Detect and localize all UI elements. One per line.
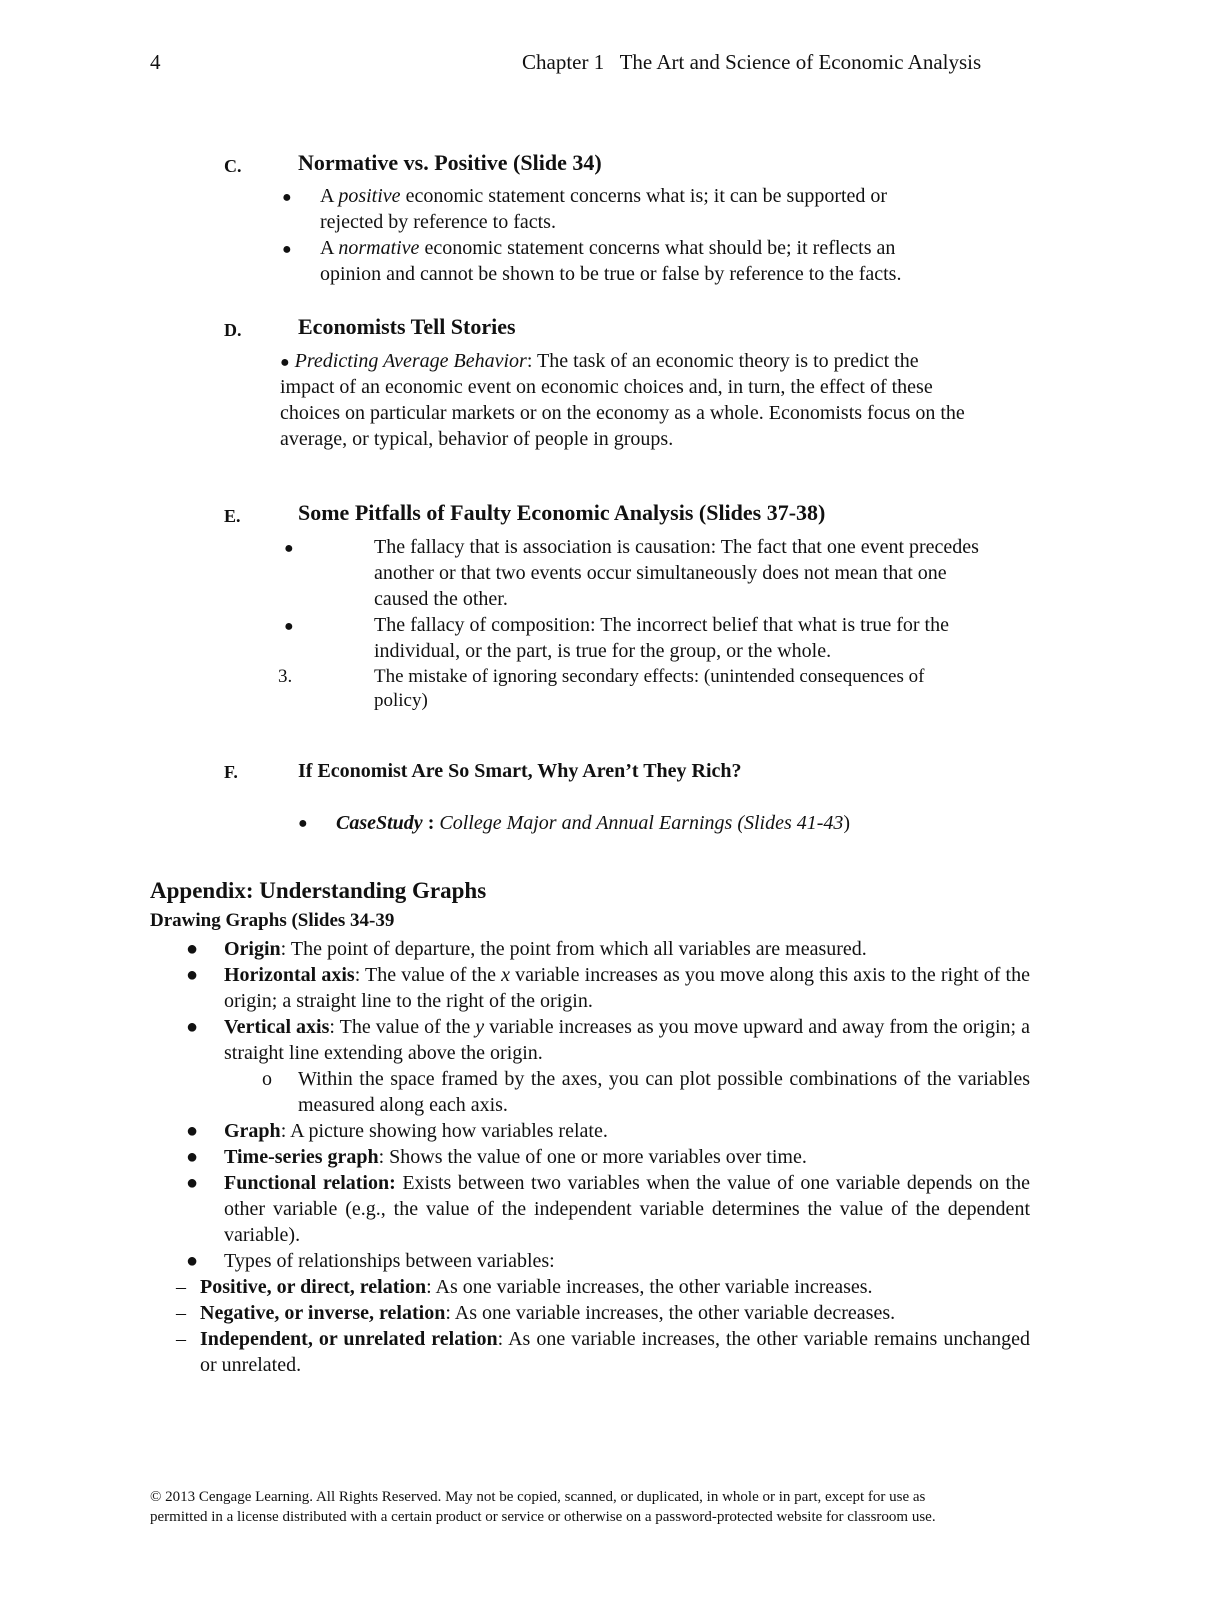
bullet-icon: ● [186, 1172, 199, 1194]
bullet-icon: ● [284, 618, 294, 635]
section-d-letter: D. [224, 320, 242, 340]
appendix-list [150, 936, 1030, 1378]
section-e-item-2-line-2: individual, or the part, is true for the group, or the whole. [374, 640, 832, 662]
section-f-title: If Economist Are So Smart, Why Aren’t They Rich? [298, 760, 742, 782]
section-e-item-3-line-2: policy) [374, 690, 428, 711]
section-c-bullet-2-cont: opinion and cannot be shown to be true or false by reference to the facts. [320, 263, 902, 285]
section-e-item-3-number: 3. [278, 666, 293, 687]
section-d-para-line-2: impact of an economic event on economic choices and, in turn, the effect of these [280, 376, 933, 398]
bullet-icon: ● [186, 1250, 199, 1272]
bullet-icon: ● [280, 354, 290, 371]
footer-line-2: permitted in a license distributed with a certain product or service or otherwise on a password-protected website for classroom use. [150, 1509, 936, 1525]
footer-line-1: © 2013 Cengage Learning. All Rights Reserved. May not be copied, scanned, or duplicated, in whole or in part, except for use as [150, 1489, 926, 1505]
list-item-time-series: ● Time-series graph: Shows the value of one or more variables over time. [186, 1146, 807, 1168]
section-d-title: Economists Tell Stories [298, 314, 516, 339]
appendix-subtitle: Drawing Graphs (Slides 34-39 [150, 910, 395, 931]
section-e-item-1-line-3: caused the other. [374, 588, 508, 610]
list-item-horizontal-axis: ● Horizontal axis: The value of the x variable increases as you move along this axis to the right of the origin; a straight line to the right of the origin. [186, 964, 1030, 1012]
section-c-bullet-1: A positive economic statement concerns what is; it can be supported or [320, 185, 888, 207]
dash-icon: – [176, 1328, 186, 1350]
page-number: 4 [150, 50, 161, 74]
section-e-item-1-line-1: The fallacy that is association is causation: The fact that one event precedes [374, 536, 979, 558]
bullet-icon: ● [284, 540, 294, 557]
section-e-item-3-line-1: The mistake of ignoring secondary effects: (unintended consequences of [374, 666, 925, 687]
bullet-icon: ● [186, 1016, 199, 1038]
section-e-title: Some Pitfalls of Faulty Economic Analysis (Slides 37-38) [298, 500, 826, 525]
section-e-item-2-line-1: The fallacy of composition: The incorrect belief that what is true for the [374, 614, 949, 636]
bullet-icon: ● [282, 241, 292, 258]
list-item-vertical-axis: ● Vertical axis: The value of the y variable increases as you move upward and away from the origin; a straight line extending above the origin. [186, 1016, 1030, 1064]
section-e-item-1-line-2: another or that two events occur simultaneously does not mean that one [374, 562, 947, 584]
list-item-graph: ● Graph: A picture showing how variables relate. [186, 1120, 608, 1142]
bullet-icon: ● [186, 938, 199, 960]
section-c-letter: C. [224, 156, 242, 176]
section-d-para-line-3: choices on particular markets or on the economy as a whole. Economists focus on the [280, 402, 965, 424]
case-study-line: CaseStudy : College Major and Annual Earnings (Slides 41-43) [336, 812, 851, 834]
list-dash-negative: – Negative, or inverse, relation: As one variable increases, the other variable decreases. [176, 1302, 896, 1324]
list-subitem-plot: o Within the space framed by the axes, you can plot possible combinations of the variables measured along each axis. [262, 1068, 1030, 1116]
bullet-icon: ● [298, 815, 308, 832]
list-item-types: ● Types of relationships between variables: [186, 1250, 555, 1272]
section-f-letter: F. [224, 762, 238, 782]
section-c-bullet-2: A normative economic statement concerns what should be; it reflects an [320, 237, 896, 259]
bullet-icon: ● [186, 964, 199, 986]
list-item-origin: ● Origin: The point of departure, the point from which all variables are measured. [186, 938, 867, 960]
list-dash-independent: – Independent, or unrelated relation: As one variable increases, the other variable remains unchanged or unrelated. [176, 1328, 1030, 1376]
dash-icon: – [176, 1276, 186, 1298]
section-e-letter: E. [224, 506, 241, 526]
circle-bullet-icon: o [262, 1068, 272, 1090]
section-c-title: Normative vs. Positive (Slide 34) [298, 150, 602, 175]
list-item-functional-relation: ● Functional relation: Exists between two variables when the value of one variable depends on the other variable (e.g., the value of the independent variable determines the value of the dependent variable). [186, 1172, 1030, 1246]
section-d-para-line-4: average, or typical, behavior of people in groups. [280, 428, 674, 450]
bullet-icon: ● [186, 1120, 199, 1142]
bullet-icon: ● [282, 189, 292, 206]
copyright-footer [150, 1487, 1030, 1527]
dash-icon: – [176, 1302, 186, 1324]
section-c-bullet-1-cont: rejected by reference to facts. [320, 211, 556, 233]
running-head: Chapter 1 The Art and Science of Economic Analysis [522, 50, 982, 74]
section-d-para-line-1: ● Predicting Average Behavior: The task of an economic theory is to predict the [280, 350, 919, 372]
list-dash-positive: – Positive, or direct, relation: As one variable increases, the other variable increases. [176, 1276, 873, 1298]
appendix-title: Appendix: Understanding Graphs [150, 878, 487, 903]
bullet-icon: ● [186, 1146, 199, 1168]
